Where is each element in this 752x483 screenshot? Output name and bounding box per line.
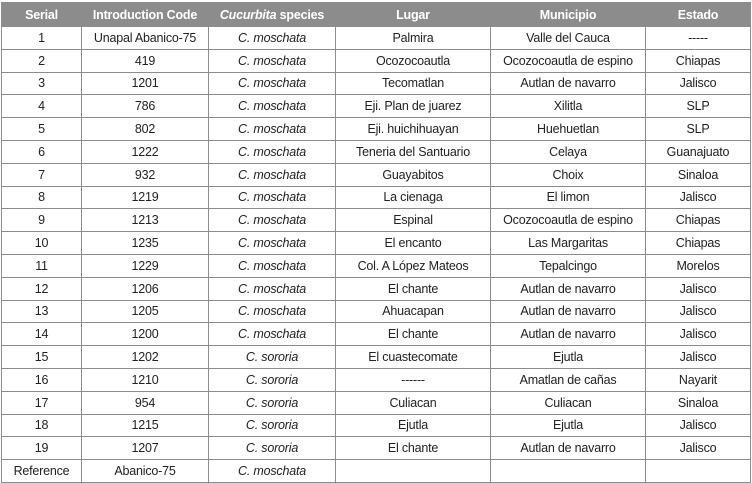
cell-estado: Chiapas: [646, 232, 751, 255]
cell-introduction-code: 1222: [82, 140, 209, 163]
cell-lugar: El chante: [336, 437, 491, 460]
cell-introduction-code: 954: [82, 391, 209, 414]
cell-species: C. moschata: [209, 118, 336, 141]
cell-municipio: Ejutla: [491, 414, 646, 437]
table-row: [2, 368, 751, 391]
header-species-genus: Cucurbita: [219, 7, 277, 22]
cell-estado: Jalisco: [646, 300, 751, 323]
cell-municipio: Ocozocoautla de espino: [491, 209, 646, 232]
cell-estado: [646, 460, 751, 483]
cell-serial: 17: [2, 391, 82, 414]
cell-serial: Reference: [2, 460, 82, 483]
table-row: [2, 186, 751, 209]
cell-estado: Jalisco: [646, 323, 751, 346]
table-row: [2, 414, 751, 437]
cell-species: C. sororia: [209, 391, 336, 414]
cell-serial: 19: [2, 437, 82, 460]
cell-introduction-code: 1200: [82, 323, 209, 346]
header-species-word: species: [276, 7, 325, 22]
table-row: [2, 118, 751, 141]
cell-municipio: Xilitla: [491, 95, 646, 118]
header-serial: Serial: [2, 3, 82, 27]
cell-species: C. moschata: [209, 163, 336, 186]
cell-introduction-code: 1235: [82, 232, 209, 255]
cell-lugar: Eji. huichihuayan: [336, 118, 491, 141]
cell-species: C. moschata: [209, 209, 336, 232]
table-row: [2, 460, 751, 483]
cell-introduction-code: 1202: [82, 346, 209, 369]
cell-lugar: Culiacan: [336, 391, 491, 414]
table-row: [2, 49, 751, 72]
cell-introduction-code: 419: [82, 49, 209, 72]
table-row: [2, 277, 751, 300]
cell-species: C. moschata: [209, 254, 336, 277]
cell-serial: 5: [2, 118, 82, 141]
cell-serial: 11: [2, 254, 82, 277]
cell-serial: 3: [2, 72, 82, 95]
cell-introduction-code: Unapal Abanico-75: [82, 27, 209, 50]
table-row: [2, 95, 751, 118]
header-lugar: Lugar: [336, 3, 491, 27]
cell-serial: 4: [2, 95, 82, 118]
header-municipio: Municipio: [491, 3, 646, 27]
cell-estado: Chiapas: [646, 49, 751, 72]
table-row: [2, 323, 751, 346]
cell-lugar: El chante: [336, 323, 491, 346]
cell-introduction-code: 1201: [82, 72, 209, 95]
header-species: [209, 3, 336, 27]
cell-estado: Jalisco: [646, 186, 751, 209]
cell-serial: 6: [2, 140, 82, 163]
cell-species: C. sororia: [209, 414, 336, 437]
cell-serial: 18: [2, 414, 82, 437]
cell-species: C. moschata: [209, 49, 336, 72]
cell-species: C. sororia: [209, 346, 336, 369]
table-row: [2, 300, 751, 323]
cell-lugar: Tecomatlan: [336, 72, 491, 95]
table-row: [2, 346, 751, 369]
cell-lugar: Ejutla: [336, 414, 491, 437]
cell-estado: SLP: [646, 95, 751, 118]
cell-introduction-code: 1213: [82, 209, 209, 232]
cell-introduction-code: 786: [82, 95, 209, 118]
cell-estado: Nayarit: [646, 368, 751, 391]
cell-species: C. moschata: [209, 140, 336, 163]
header-estado: Estado: [646, 3, 751, 27]
table-row: [2, 391, 751, 414]
cell-serial: 13: [2, 300, 82, 323]
cell-species: C. sororia: [209, 368, 336, 391]
cell-estado: Jalisco: [646, 346, 751, 369]
cell-species: C. moschata: [209, 460, 336, 483]
cell-municipio: Huehuetlan: [491, 118, 646, 141]
table-row: [2, 232, 751, 255]
cell-estado: SLP: [646, 118, 751, 141]
cell-lugar: El encanto: [336, 232, 491, 255]
table-row: [2, 72, 751, 95]
cell-lugar: Eji. Plan de juarez: [336, 95, 491, 118]
cell-species: C. moschata: [209, 323, 336, 346]
cell-lugar: Palmira: [336, 27, 491, 50]
table-row: [2, 27, 751, 50]
cell-introduction-code: 1219: [82, 186, 209, 209]
accessions-table: [1, 2, 751, 483]
cell-species: C. moschata: [209, 232, 336, 255]
cell-municipio: Autlan de navarro: [491, 277, 646, 300]
cell-species: C. moschata: [209, 72, 336, 95]
cell-introduction-code: 1205: [82, 300, 209, 323]
cell-municipio: Autlan de navarro: [491, 437, 646, 460]
cell-introduction-code: 1206: [82, 277, 209, 300]
header-introduction-code: Introduction Code: [82, 3, 209, 27]
cell-serial: 7: [2, 163, 82, 186]
header-row: [2, 3, 751, 27]
cell-species: C. moschata: [209, 277, 336, 300]
cell-serial: 2: [2, 49, 82, 72]
cell-introduction-code: 1229: [82, 254, 209, 277]
cell-estado: Jalisco: [646, 414, 751, 437]
cell-municipio: Choix: [491, 163, 646, 186]
cell-estado: Chiapas: [646, 209, 751, 232]
cell-introduction-code: 1210: [82, 368, 209, 391]
cell-lugar: Ocozocoautla: [336, 49, 491, 72]
cell-lugar: Espinal: [336, 209, 491, 232]
cell-serial: 9: [2, 209, 82, 232]
cell-estado: Sinaloa: [646, 391, 751, 414]
cell-species: C. moschata: [209, 300, 336, 323]
cell-municipio: Tepalcingo: [491, 254, 646, 277]
cell-estado: Jalisco: [646, 437, 751, 460]
cell-introduction-code: 932: [82, 163, 209, 186]
cell-lugar: El chante: [336, 277, 491, 300]
cell-species: C. moschata: [209, 186, 336, 209]
cell-lugar: ------: [336, 368, 491, 391]
cell-lugar: [336, 460, 491, 483]
cell-introduction-code: 802: [82, 118, 209, 141]
cell-municipio: Las Margaritas: [491, 232, 646, 255]
cell-serial: 1: [2, 27, 82, 50]
cell-lugar: Guayabitos: [336, 163, 491, 186]
cell-introduction-code: 1215: [82, 414, 209, 437]
cell-municipio: Ejutla: [491, 346, 646, 369]
cell-estado: Jalisco: [646, 72, 751, 95]
cell-municipio: [491, 460, 646, 483]
cell-serial: 12: [2, 277, 82, 300]
cell-lugar: El cuastecomate: [336, 346, 491, 369]
table-row: [2, 437, 751, 460]
cell-municipio: Autlan de navarro: [491, 300, 646, 323]
cell-lugar: Col. A López Mateos: [336, 254, 491, 277]
table-row: [2, 163, 751, 186]
table-row: [2, 254, 751, 277]
cell-municipio: Celaya: [491, 140, 646, 163]
cell-serial: 14: [2, 323, 82, 346]
cell-lugar: Teneria del Santuario: [336, 140, 491, 163]
cell-species: C. moschata: [209, 95, 336, 118]
table-row: [2, 209, 751, 232]
cell-lugar: La cienaga: [336, 186, 491, 209]
cell-municipio: Autlan de navarro: [491, 72, 646, 95]
cell-serial: 16: [2, 368, 82, 391]
cell-introduction-code: Abanico-75: [82, 460, 209, 483]
cell-estado: Jalisco: [646, 277, 751, 300]
table-body: [2, 27, 751, 483]
cell-municipio: Autlan de navarro: [491, 323, 646, 346]
table-row: [2, 140, 751, 163]
cell-estado: -----: [646, 27, 751, 50]
cell-municipio: Valle del Cauca: [491, 27, 646, 50]
cell-estado: Sinaloa: [646, 163, 751, 186]
cell-municipio: Culiacan: [491, 391, 646, 414]
cell-municipio: El limon: [491, 186, 646, 209]
table-header: [2, 3, 751, 27]
cell-estado: Guanajuato: [646, 140, 751, 163]
cell-serial: 15: [2, 346, 82, 369]
cell-serial: 10: [2, 232, 82, 255]
cell-introduction-code: 1207: [82, 437, 209, 460]
cell-species: C. moschata: [209, 27, 336, 50]
cell-serial: 8: [2, 186, 82, 209]
cell-species: C. sororia: [209, 437, 336, 460]
cell-lugar: Ahuacapan: [336, 300, 491, 323]
cell-municipio: Amatlan de cañas: [491, 368, 646, 391]
cell-estado: Morelos: [646, 254, 751, 277]
cell-municipio: Ocozocoautla de espino: [491, 49, 646, 72]
